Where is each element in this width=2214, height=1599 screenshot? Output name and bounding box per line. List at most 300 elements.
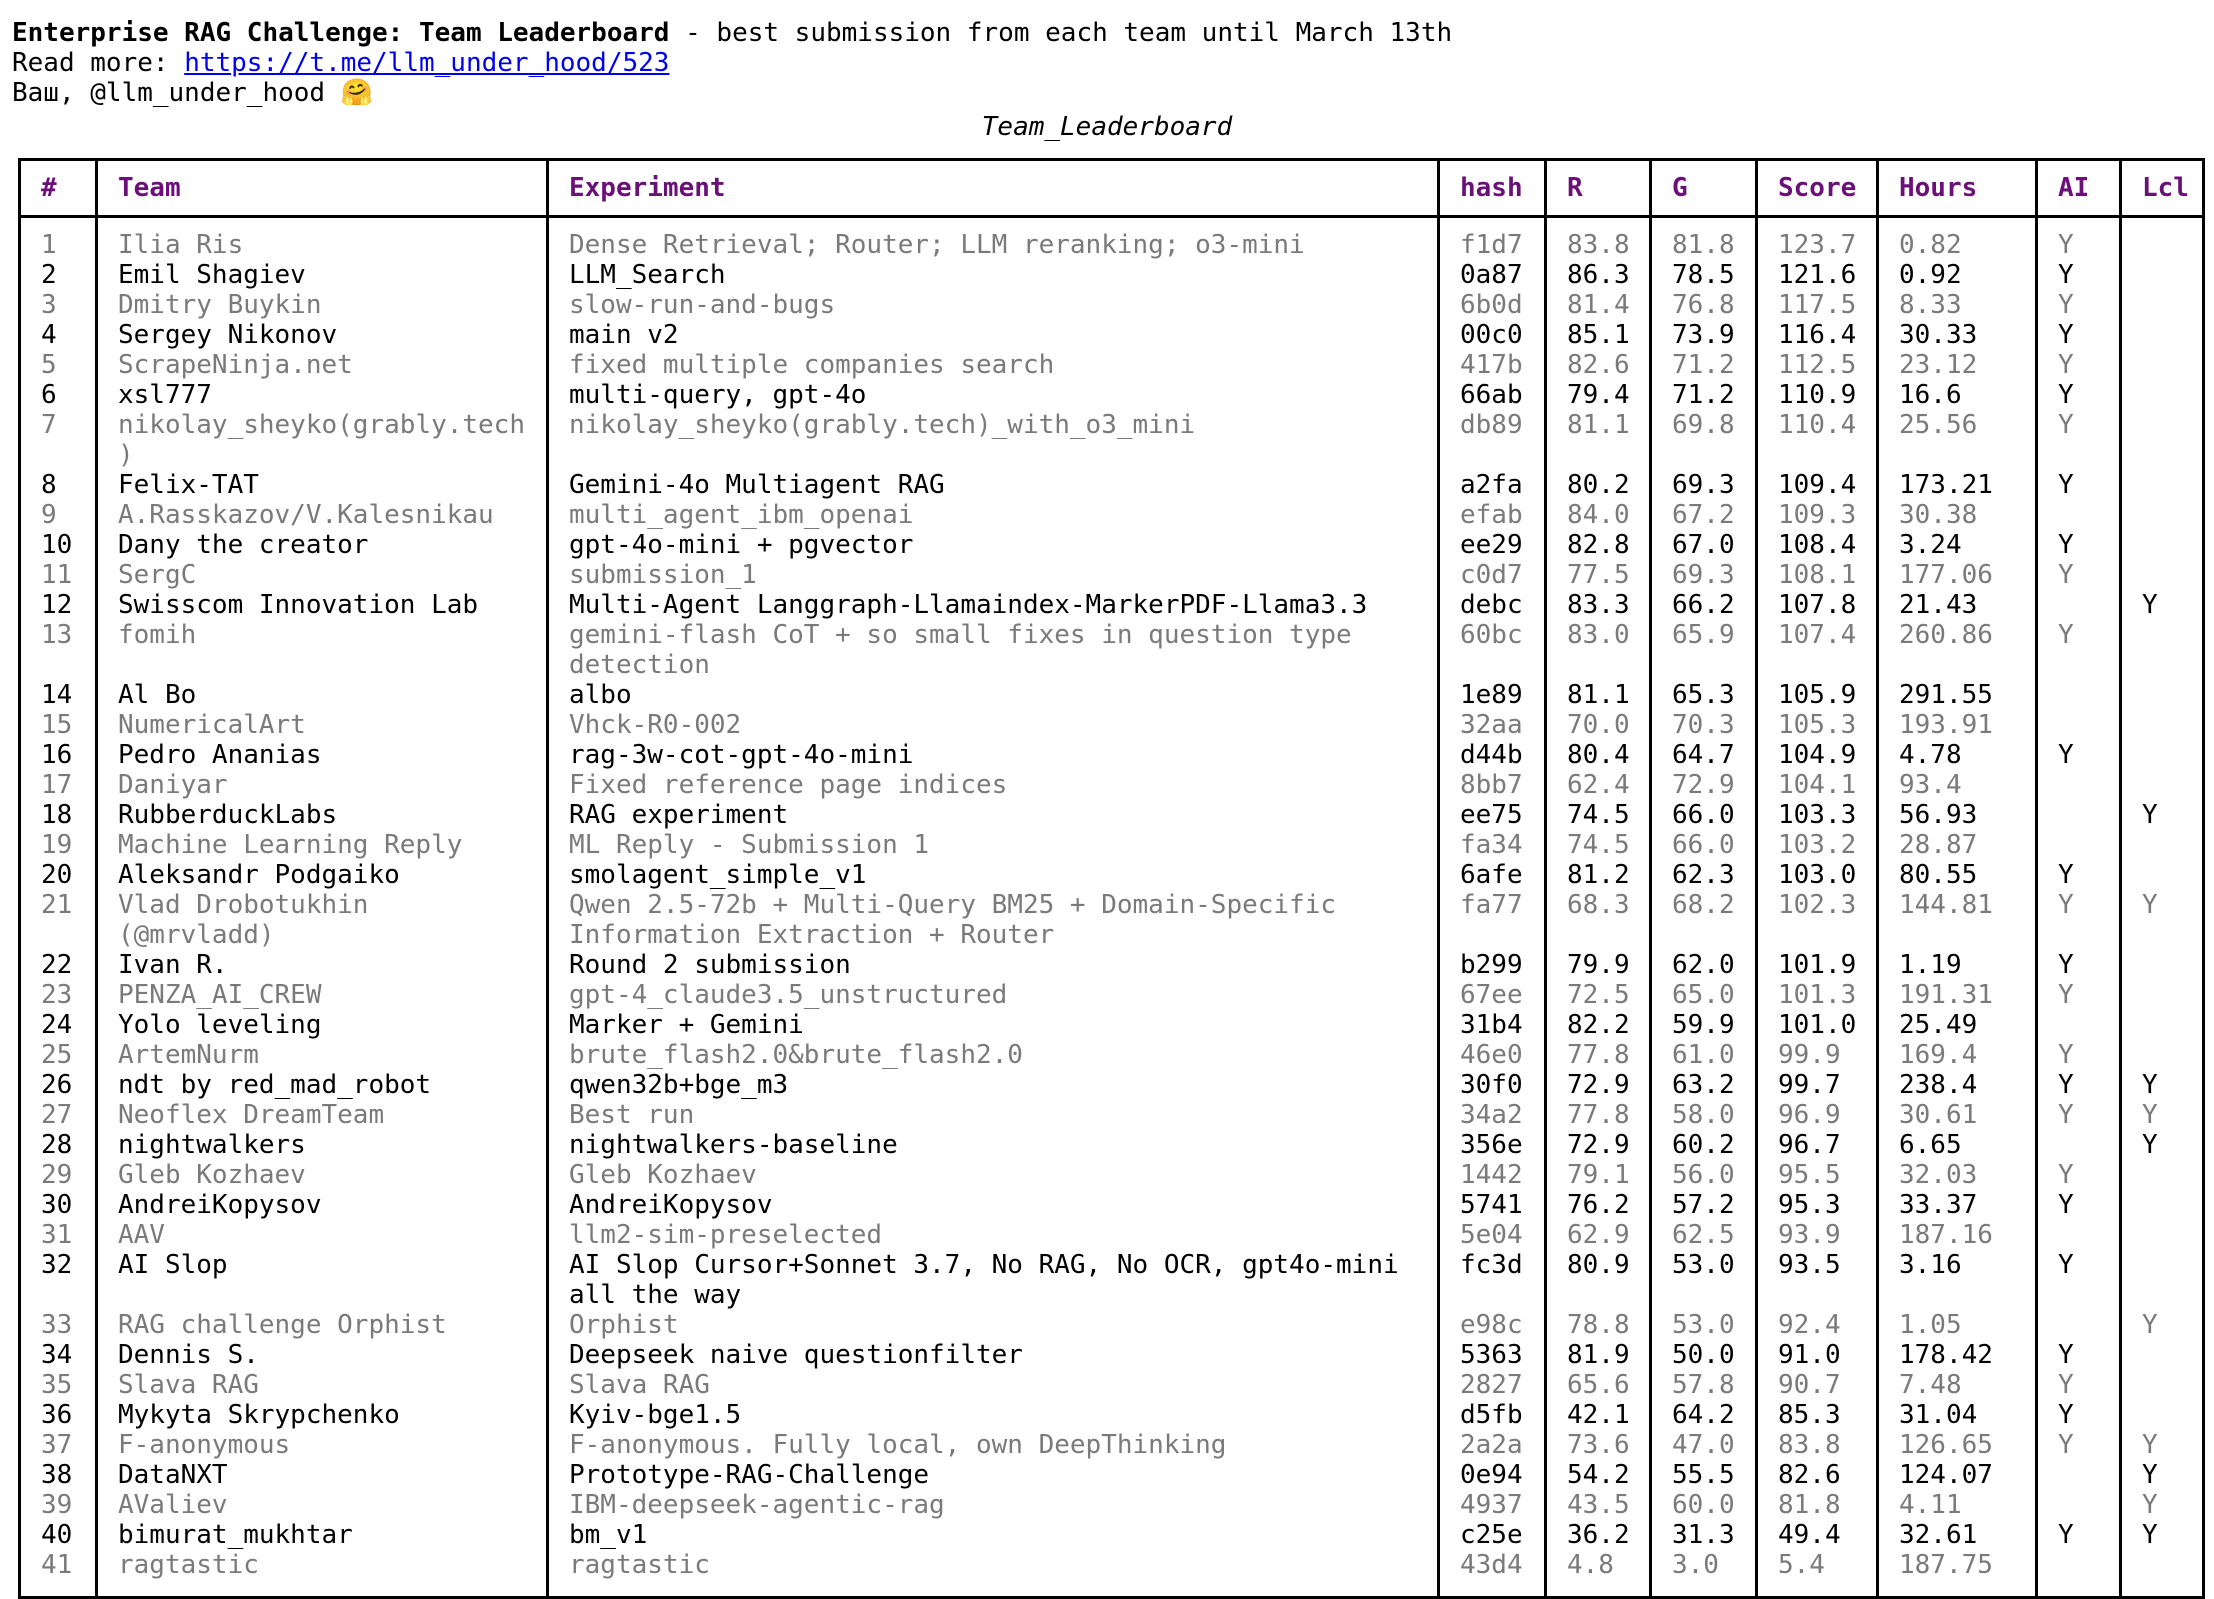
cell-experiment: albo [548, 680, 1439, 710]
cell-rank: 7 [20, 410, 97, 470]
cell-experiment: multi_agent_ibm_openai [548, 500, 1439, 530]
cell-hash: 2827 [1439, 1370, 1546, 1400]
cell-team: Dennis S. [97, 1340, 548, 1370]
table-row [20, 740, 2204, 770]
cell-ai [2037, 1220, 2121, 1250]
cell-hours: 25.56 [1878, 410, 2037, 470]
cell-r: 79.4 [1546, 380, 1651, 410]
cell-team: fomih [97, 620, 548, 680]
title-subtitle: - best submission from each team until March 13th [669, 18, 1453, 48]
cell-lcl: Y [2121, 1310, 2204, 1340]
cell-hours: 28.87 [1878, 830, 2037, 860]
signature: Ваш, @llm_under_hood 🤗 [12, 78, 374, 108]
cell-lcl [2121, 830, 2204, 860]
column-header-hash: hash [1439, 160, 1546, 217]
cell-score: 83.8 [1757, 1430, 1878, 1460]
cell-hours: 25.49 [1878, 1010, 2037, 1040]
cell-hours: 30.38 [1878, 500, 2037, 530]
cell-team: NumericalArt [97, 710, 548, 740]
cell-ai [2037, 1490, 2121, 1520]
cell-hours: 0.92 [1878, 260, 2037, 290]
header-row [20, 160, 2204, 217]
cell-hash: 356e [1439, 1130, 1546, 1160]
cell-g: 50.0 [1651, 1340, 1757, 1370]
cell-r: 4.8 [1546, 1550, 1651, 1598]
cell-score: 109.3 [1757, 500, 1878, 530]
cell-hash: 5e04 [1439, 1220, 1546, 1250]
cell-experiment: Vhck-R0-002 [548, 710, 1439, 740]
cell-ai [2037, 1460, 2121, 1490]
cell-score: 85.3 [1757, 1400, 1878, 1430]
cell-hash: 66ab [1439, 380, 1546, 410]
cell-experiment: brute_flash2.0&brute_flash2.0 [548, 1040, 1439, 1070]
cell-g: 67.0 [1651, 530, 1757, 560]
cell-score: 103.0 [1757, 860, 1878, 890]
cell-ai [2037, 680, 2121, 710]
cell-g: 71.2 [1651, 380, 1757, 410]
cell-r: 68.3 [1546, 890, 1651, 950]
cell-r: 81.9 [1546, 1340, 1651, 1370]
cell-experiment: RAG experiment [548, 800, 1439, 830]
cell-g: 60.2 [1651, 1130, 1757, 1160]
cell-r: 79.1 [1546, 1160, 1651, 1190]
cell-rank: 24 [20, 1010, 97, 1040]
cell-rank: 16 [20, 740, 97, 770]
cell-lcl [2121, 1400, 2204, 1430]
cell-r: 42.1 [1546, 1400, 1651, 1430]
cell-rank: 40 [20, 1520, 97, 1550]
cell-r: 79.9 [1546, 950, 1651, 980]
cell-ai [2037, 1130, 2121, 1160]
cell-lcl: Y [2121, 1430, 2204, 1460]
cell-lcl [2121, 770, 2204, 800]
cell-rank: 2 [20, 260, 97, 290]
cell-hours: 178.42 [1878, 1340, 2037, 1370]
column-header-r: R [1546, 160, 1651, 217]
leaderboard-body [20, 217, 2204, 1598]
table-row [20, 890, 2204, 950]
cell-score: 103.3 [1757, 800, 1878, 830]
cell-lcl [2121, 1550, 2204, 1598]
cell-hash: b299 [1439, 950, 1546, 980]
cell-team: Aleksandr Podgaiko [97, 860, 548, 890]
cell-hash: 4937 [1439, 1490, 1546, 1520]
cell-score: 121.6 [1757, 260, 1878, 290]
cell-hours: 32.61 [1878, 1520, 2037, 1550]
cell-score: 104.1 [1757, 770, 1878, 800]
cell-team: Pedro Ananias [97, 740, 548, 770]
cell-experiment: llm2-sim-preselected [548, 1220, 1439, 1250]
cell-hash: debc [1439, 590, 1546, 620]
cell-ai: Y [2037, 1040, 2121, 1070]
cell-g: 69.8 [1651, 410, 1757, 470]
cell-ai: Y [2037, 380, 2121, 410]
cell-experiment: fixed multiple companies search [548, 350, 1439, 380]
table-row [20, 980, 2204, 1010]
cell-g: 65.3 [1651, 680, 1757, 710]
cell-r: 72.9 [1546, 1070, 1651, 1100]
cell-ai: Y [2037, 950, 2121, 980]
cell-team: Neoflex DreamTeam [97, 1100, 548, 1130]
column-header-team: Team [97, 160, 548, 217]
column-header-score: Score [1757, 160, 1878, 217]
cell-ai: Y [2037, 1370, 2121, 1400]
table-row [20, 320, 2204, 350]
cell-g: 65.9 [1651, 620, 1757, 680]
cell-hash: d5fb [1439, 1400, 1546, 1430]
cell-score: 104.9 [1757, 740, 1878, 770]
cell-score: 117.5 [1757, 290, 1878, 320]
cell-ai: Y [2037, 1520, 2121, 1550]
table-row [20, 830, 2204, 860]
cell-hours: 6.65 [1878, 1130, 2037, 1160]
cell-experiment: Dense Retrieval; Router; LLM reranking; o3-mini [548, 217, 1439, 261]
cell-lcl [2121, 217, 2204, 261]
table-row [20, 410, 2204, 470]
table-row [20, 380, 2204, 410]
cell-experiment: Multi-Agent Langgraph-Llamaindex-MarkerPDF-Llama3.3 [548, 590, 1439, 620]
cell-lcl: Y [2121, 1460, 2204, 1490]
cell-r: 81.4 [1546, 290, 1651, 320]
cell-ai: Y [2037, 1430, 2121, 1460]
cell-rank: 13 [20, 620, 97, 680]
cell-experiment: bm_v1 [548, 1520, 1439, 1550]
column-header-lcl: Lcl [2121, 160, 2204, 217]
cell-hash: e98c [1439, 1310, 1546, 1340]
cell-hours: 30.61 [1878, 1100, 2037, 1130]
cell-team: Mykyta Skrypchenko [97, 1400, 548, 1430]
table-row [20, 1220, 2204, 1250]
cell-score: 95.3 [1757, 1190, 1878, 1220]
cell-rank: 23 [20, 980, 97, 1010]
cell-hours: 3.24 [1878, 530, 2037, 560]
cell-lcl [2121, 500, 2204, 530]
cell-ai [2037, 710, 2121, 740]
cell-lcl [2121, 1190, 2204, 1220]
cell-g: 65.0 [1651, 980, 1757, 1010]
cell-experiment: Qwen 2.5-72b + Multi-Query BM25 + Domain-Specific Information Extraction + Router [548, 890, 1439, 950]
cell-team: ndt by red_mad_robot [97, 1070, 548, 1100]
table-row [20, 1100, 2204, 1130]
cell-lcl [2121, 350, 2204, 380]
cell-hash: 8bb7 [1439, 770, 1546, 800]
cell-experiment: IBM-deepseek-agentic-rag [548, 1490, 1439, 1520]
table-row [20, 1310, 2204, 1340]
cell-team: nightwalkers [97, 1130, 548, 1160]
cell-team: SergC [97, 560, 548, 590]
cell-team: PENZA_AI_CREW [97, 980, 548, 1010]
cell-score: 93.5 [1757, 1250, 1878, 1310]
cell-score: 101.3 [1757, 980, 1878, 1010]
cell-score: 99.7 [1757, 1070, 1878, 1100]
cell-rank: 17 [20, 770, 97, 800]
cell-team: Emil Shagiev [97, 260, 548, 290]
page-title: Enterprise RAG Challenge: Team Leaderboard [12, 18, 670, 48]
table-row [20, 1160, 2204, 1190]
cell-g: 81.8 [1651, 217, 1757, 261]
cell-experiment: Best run [548, 1100, 1439, 1130]
table-row [20, 860, 2204, 890]
cell-experiment: Gemini-4o Multiagent RAG [548, 470, 1439, 500]
table-row [20, 620, 2204, 680]
cell-r: 43.5 [1546, 1490, 1651, 1520]
cell-rank: 15 [20, 710, 97, 740]
cell-team: DataNXT [97, 1460, 548, 1490]
cell-experiment: slow-run-and-bugs [548, 290, 1439, 320]
cell-hash: db89 [1439, 410, 1546, 470]
cell-r: 78.8 [1546, 1310, 1651, 1340]
cell-hours: 291.55 [1878, 680, 2037, 710]
cell-experiment: ragtastic [548, 1550, 1439, 1598]
cell-score: 93.9 [1757, 1220, 1878, 1250]
cell-g: 58.0 [1651, 1100, 1757, 1130]
cell-lcl: Y [2121, 1130, 2204, 1160]
cell-ai: Y [2037, 1250, 2121, 1310]
cell-r: 36.2 [1546, 1520, 1651, 1550]
cell-team: Daniyar [97, 770, 548, 800]
cell-g: 63.2 [1651, 1070, 1757, 1100]
cell-hours: 8.33 [1878, 290, 2037, 320]
table-row [20, 1370, 2204, 1400]
cell-rank: 25 [20, 1040, 97, 1070]
cell-rank: 38 [20, 1460, 97, 1490]
cell-r: 86.3 [1546, 260, 1651, 290]
cell-team: Dmitry Buykin [97, 290, 548, 320]
cell-hash: 30f0 [1439, 1070, 1546, 1100]
cell-experiment: gpt-4o-mini + pgvector [548, 530, 1439, 560]
cell-rank: 32 [20, 1250, 97, 1310]
cell-hours: 0.82 [1878, 217, 2037, 261]
cell-score: 109.4 [1757, 470, 1878, 500]
cell-ai [2037, 770, 2121, 800]
cell-experiment: LLM_Search [548, 260, 1439, 290]
cell-g: 68.2 [1651, 890, 1757, 950]
cell-score: 81.8 [1757, 1490, 1878, 1520]
cell-rank: 35 [20, 1370, 97, 1400]
cell-g: 3.0 [1651, 1550, 1757, 1598]
cell-team: Al Bo [97, 680, 548, 710]
cell-ai: Y [2037, 860, 2121, 890]
table-row [20, 1400, 2204, 1430]
cell-g: 66.0 [1651, 800, 1757, 830]
cell-score: 112.5 [1757, 350, 1878, 380]
cell-score: 108.4 [1757, 530, 1878, 560]
cell-lcl [2121, 710, 2204, 740]
cell-ai: Y [2037, 1160, 2121, 1190]
cell-hours: 193.91 [1878, 710, 2037, 740]
cell-team: ragtastic [97, 1550, 548, 1598]
table-row [20, 290, 2204, 320]
cell-score: 108.1 [1757, 560, 1878, 590]
cell-hash: fc3d [1439, 1250, 1546, 1310]
cell-hours: 23.12 [1878, 350, 2037, 380]
cell-rank: 8 [20, 470, 97, 500]
cell-ai: Y [2037, 980, 2121, 1010]
cell-g: 64.7 [1651, 740, 1757, 770]
cell-r: 81.1 [1546, 410, 1651, 470]
cell-score: 82.6 [1757, 1460, 1878, 1490]
cell-score: 49.4 [1757, 1520, 1878, 1550]
cell-team: AI Slop [97, 1250, 548, 1310]
cell-hours: 191.31 [1878, 980, 2037, 1010]
column-header-experiment: Experiment [548, 160, 1439, 217]
cell-experiment: multi-query, gpt-4o [548, 380, 1439, 410]
cell-rank: 28 [20, 1130, 97, 1160]
read-more-line [12, 48, 1452, 78]
read-more-link[interactable]: https://t.me/llm_under_hood/523 [184, 48, 670, 78]
read-more-label: Read more: [12, 48, 185, 78]
cell-hours: 4.78 [1878, 740, 2037, 770]
cell-team: RAG challenge Orphist [97, 1310, 548, 1340]
cell-ai: Y [2037, 320, 2121, 350]
cell-g: 61.0 [1651, 1040, 1757, 1070]
cell-hash: 2a2a [1439, 1430, 1546, 1460]
cell-ai: Y [2037, 620, 2121, 680]
cell-g: 70.3 [1651, 710, 1757, 740]
cell-experiment: Prototype-RAG-Challenge [548, 1460, 1439, 1490]
table-row [20, 1190, 2204, 1220]
table-row [20, 1130, 2204, 1160]
cell-r: 82.8 [1546, 530, 1651, 560]
cell-experiment: submission_1 [548, 560, 1439, 590]
table-row [20, 530, 2204, 560]
cell-r: 65.6 [1546, 1370, 1651, 1400]
cell-team: Vlad Drobotukhin (@mrvladd) [97, 890, 548, 950]
cell-hash: fa77 [1439, 890, 1546, 950]
cell-rank: 10 [20, 530, 97, 560]
title-line [12, 18, 1452, 48]
cell-score: 5.4 [1757, 1550, 1878, 1598]
cell-hours: 144.81 [1878, 890, 2037, 950]
cell-r: 70.0 [1546, 710, 1651, 740]
cell-ai: Y [2037, 290, 2121, 320]
cell-hours: 4.11 [1878, 1490, 2037, 1520]
cell-g: 76.8 [1651, 290, 1757, 320]
cell-hash: 5363 [1439, 1340, 1546, 1370]
cell-team: Ilia Ris [97, 217, 548, 261]
cell-ai: Y [2037, 1190, 2121, 1220]
cell-score: 96.7 [1757, 1130, 1878, 1160]
cell-lcl [2121, 1010, 2204, 1040]
cell-experiment: F-anonymous. Fully local, own DeepThinking [548, 1430, 1439, 1460]
cell-score: 96.9 [1757, 1100, 1878, 1130]
column-header-hours: Hours [1878, 160, 2037, 217]
cell-hours: 1.19 [1878, 950, 2037, 980]
cell-hash: 1e89 [1439, 680, 1546, 710]
cell-team: AndreiKopysov [97, 1190, 548, 1220]
cell-score: 102.3 [1757, 890, 1878, 950]
table-row [20, 710, 2204, 740]
cell-g: 31.3 [1651, 1520, 1757, 1550]
cell-hours: 126.65 [1878, 1430, 2037, 1460]
cell-hash: f1d7 [1439, 217, 1546, 261]
cell-lcl [2121, 860, 2204, 890]
cell-hours: 56.93 [1878, 800, 2037, 830]
cell-r: 74.5 [1546, 830, 1651, 860]
cell-r: 54.2 [1546, 1460, 1651, 1490]
cell-score: 123.7 [1757, 217, 1878, 261]
cell-lcl: Y [2121, 890, 2204, 950]
cell-hours: 21.43 [1878, 590, 2037, 620]
cell-hours: 238.4 [1878, 1070, 2037, 1100]
cell-experiment: smolagent_simple_v1 [548, 860, 1439, 890]
table-row [20, 1070, 2204, 1100]
cell-ai [2037, 830, 2121, 860]
cell-ai [2037, 1310, 2121, 1340]
cell-g: 57.8 [1651, 1370, 1757, 1400]
cell-hash: c25e [1439, 1520, 1546, 1550]
cell-ai [2037, 1550, 2121, 1598]
cell-g: 66.0 [1651, 830, 1757, 860]
cell-rank: 1 [20, 217, 97, 261]
cell-r: 82.2 [1546, 1010, 1651, 1040]
cell-team: Slava RAG [97, 1370, 548, 1400]
cell-score: 101.0 [1757, 1010, 1878, 1040]
cell-rank: 20 [20, 860, 97, 890]
cell-hours: 93.4 [1878, 770, 2037, 800]
table-caption: Team_Leaderboard [981, 112, 1233, 142]
cell-team: A.Rasskazov/V.Kalesnikau [97, 500, 548, 530]
cell-g: 62.5 [1651, 1220, 1757, 1250]
cell-ai: Y [2037, 217, 2121, 261]
cell-score: 105.3 [1757, 710, 1878, 740]
column-header-rank: # [20, 160, 97, 217]
table-row [20, 560, 2204, 590]
cell-hash: ee29 [1439, 530, 1546, 560]
cell-experiment: AndreiKopysov [548, 1190, 1439, 1220]
table-row [20, 680, 2204, 710]
cell-g: 62.0 [1651, 950, 1757, 980]
cell-lcl: Y [2121, 1100, 2204, 1130]
cell-lcl: Y [2121, 590, 2204, 620]
cell-ai: Y [2037, 530, 2121, 560]
cell-hash: ee75 [1439, 800, 1546, 830]
cell-ai: Y [2037, 410, 2121, 470]
cell-hash: 1442 [1439, 1160, 1546, 1190]
page-header [12, 18, 1452, 108]
table-row [20, 260, 2204, 290]
cell-team: nikolay_sheyko(grably.tech) [97, 410, 548, 470]
cell-lcl [2121, 380, 2204, 410]
table-row [20, 950, 2204, 980]
cell-lcl [2121, 530, 2204, 560]
cell-hash: 00c0 [1439, 320, 1546, 350]
cell-lcl: Y [2121, 1520, 2204, 1550]
cell-lcl: Y [2121, 1070, 2204, 1100]
leaderboard-table [18, 158, 2205, 1599]
cell-team: bimurat_mukhtar [97, 1520, 548, 1550]
cell-hash: 31b4 [1439, 1010, 1546, 1040]
cell-ai: Y [2037, 470, 2121, 500]
cell-r: 85.1 [1546, 320, 1651, 350]
cell-hours: 32.03 [1878, 1160, 2037, 1190]
table-row [20, 1250, 2204, 1310]
cell-team: RubberduckLabs [97, 800, 548, 830]
cell-score: 105.9 [1757, 680, 1878, 710]
cell-hash: a2fa [1439, 470, 1546, 500]
cell-g: 57.2 [1651, 1190, 1757, 1220]
cell-rank: 19 [20, 830, 97, 860]
cell-rank: 9 [20, 500, 97, 530]
cell-r: 77.8 [1546, 1100, 1651, 1130]
cell-score: 107.8 [1757, 590, 1878, 620]
cell-ai [2037, 590, 2121, 620]
cell-hash: fa34 [1439, 830, 1546, 860]
cell-score: 95.5 [1757, 1160, 1878, 1190]
cell-hours: 124.07 [1878, 1460, 2037, 1490]
cell-lcl: Y [2121, 800, 2204, 830]
cell-experiment: Fixed reference page indices [548, 770, 1439, 800]
